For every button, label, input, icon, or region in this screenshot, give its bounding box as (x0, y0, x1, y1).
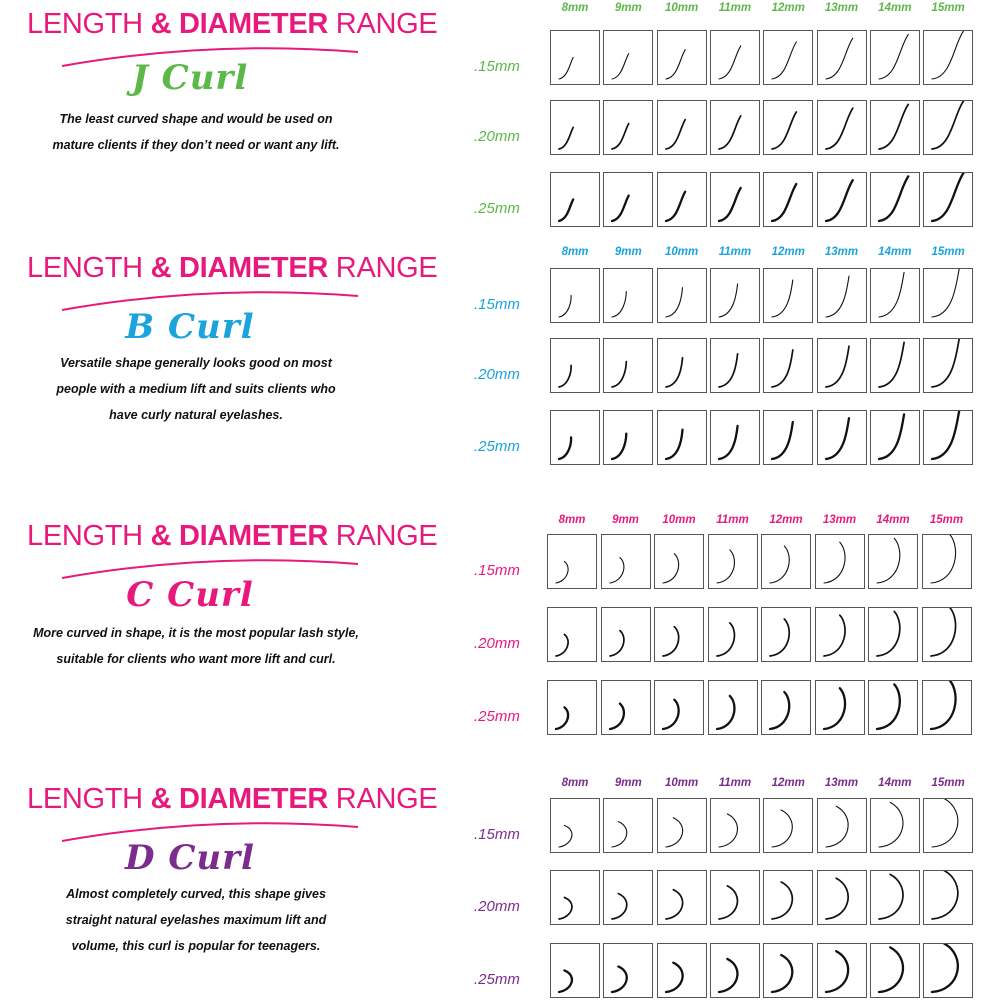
length-label: 11mm (718, 2, 752, 14)
length-label: 14mm (878, 777, 912, 789)
length-label: 8mm (561, 2, 589, 14)
length-label: 10mm (662, 514, 696, 526)
lash-icon (764, 101, 814, 156)
lash-cell (761, 607, 811, 662)
lash-cell (657, 100, 707, 155)
length-label: 10mm (664, 246, 699, 258)
section-heading: LENGTH & DIAMETER RANGE (27, 783, 438, 815)
lash-icon (764, 871, 814, 926)
section-heading: LENGTH & DIAMETER RANGE (27, 520, 438, 552)
lash-cell (657, 172, 707, 227)
lash-cell (550, 338, 600, 393)
lash-icon (871, 411, 921, 466)
lash-cell (710, 268, 760, 323)
lash-cell (817, 338, 867, 393)
lash-cell (547, 534, 597, 589)
lash-cell (603, 30, 653, 85)
lash-icon (658, 101, 708, 156)
lash-cell (870, 798, 920, 853)
lash-cell (815, 680, 865, 735)
length-label: 14mm (876, 514, 910, 526)
lash-cell (654, 680, 704, 735)
lash-icon (762, 608, 812, 663)
length-label: 12mm (771, 777, 805, 789)
length-label: 11mm (718, 777, 752, 789)
lash-cell (763, 410, 813, 465)
length-label: 15mm (929, 514, 964, 526)
length-label: 9mm (614, 777, 642, 789)
lash-cell (870, 943, 920, 998)
lash-icon (604, 269, 654, 324)
lash-cell (550, 410, 600, 465)
lash-cell (761, 534, 811, 589)
lash-icon (924, 944, 974, 999)
lash-cell (547, 607, 597, 662)
lash-cell (550, 172, 600, 227)
lash-cell (923, 338, 973, 393)
lash-cell (923, 268, 973, 323)
lash-icon (655, 681, 705, 736)
lash-cell (710, 30, 760, 85)
lash-icon (711, 101, 761, 156)
lash-cell (923, 172, 973, 227)
lash-icon (924, 799, 974, 854)
lash-icon (818, 871, 868, 926)
lash-icon (709, 535, 759, 590)
lash-cell (763, 870, 813, 925)
length-label: 11mm (718, 246, 752, 258)
lash-icon (604, 411, 654, 466)
lash-cell (710, 798, 760, 853)
lash-cell (868, 534, 918, 589)
lash-icon (711, 31, 761, 86)
length-label: 8mm (561, 246, 589, 258)
lash-cell (923, 870, 973, 925)
lash-icon (923, 608, 973, 663)
lash-cell (763, 268, 813, 323)
length-label: 14mm (878, 2, 912, 14)
lash-cell (550, 30, 600, 85)
lash-icon (871, 31, 921, 86)
lash-icon (709, 608, 759, 663)
lash-icon (711, 173, 761, 228)
lash-icon (551, 871, 601, 926)
lash-icon (818, 269, 868, 324)
lash-icon (869, 535, 919, 590)
lash-icon (924, 411, 974, 466)
lash-icon (711, 944, 761, 999)
lash-cell (601, 680, 651, 735)
lash-cell (763, 100, 813, 155)
lash-icon (604, 101, 654, 156)
length-label: 8mm (558, 514, 586, 526)
diameter-label: .20mm (474, 635, 520, 652)
lash-cell (922, 534, 972, 589)
lash-icon (602, 681, 652, 736)
lash-icon (604, 944, 654, 999)
lash-icon (869, 608, 919, 663)
lash-cell (710, 943, 760, 998)
diameter-label: .15mm (474, 296, 520, 313)
lash-icon (551, 411, 601, 466)
curl-description: Versatile shape generally looks good on most people with a medium lift and suits clients who have curly natural eyelashes. (56, 356, 336, 422)
lash-icon (604, 173, 654, 228)
lash-icon (711, 799, 761, 854)
lash-icon (762, 535, 812, 590)
lash-icon (871, 173, 921, 228)
length-label: 15mm (931, 777, 965, 789)
lash-cell (657, 30, 707, 85)
lash-icon (551, 173, 601, 228)
lash-cell (763, 798, 813, 853)
lash-icon (658, 799, 708, 854)
lash-cell (710, 870, 760, 925)
lash-icon (764, 799, 814, 854)
lash-cell (603, 943, 653, 998)
length-label: 15mm (931, 2, 965, 14)
diameter-label: .20mm (474, 898, 520, 915)
curl-description: More curved in shape, it is the most popular lash style, suitable for clients who want more lift and curl. (33, 626, 359, 666)
length-label: 12mm (769, 514, 803, 526)
lash-cell (923, 798, 973, 853)
diameter-label: .15mm (474, 562, 520, 579)
lash-icon (871, 269, 921, 324)
lash-cell (708, 607, 758, 662)
lash-cell (870, 268, 920, 323)
lash-cell (817, 172, 867, 227)
lash-icon (551, 339, 601, 394)
lash-icon (658, 871, 708, 926)
lash-cell (550, 100, 600, 155)
lash-cell (710, 410, 760, 465)
diameter-label: .15mm (474, 826, 520, 843)
lash-cell (603, 172, 653, 227)
lash-cell (657, 268, 707, 323)
lash-icon (818, 101, 868, 156)
lash-cell (870, 30, 920, 85)
lash-icon (924, 339, 974, 394)
lash-icon (924, 101, 974, 156)
lash-icon (604, 799, 654, 854)
curl-title: J Curl (131, 58, 249, 98)
lash-icon (658, 944, 708, 999)
lash-cell (657, 410, 707, 465)
length-label: 10mm (664, 777, 699, 789)
lash-icon (764, 944, 814, 999)
lash-cell (870, 410, 920, 465)
lash-icon (548, 608, 598, 663)
curl-title: B Curl (125, 307, 255, 347)
lash-cell (763, 338, 813, 393)
length-label: 12mm (771, 246, 805, 258)
lash-cell (922, 680, 972, 735)
length-label: 15mm (931, 246, 965, 258)
lash-cell (868, 680, 918, 735)
lash-icon (816, 535, 866, 590)
lash-icon (818, 411, 868, 466)
length-label: 9mm (614, 246, 642, 258)
lash-icon (818, 944, 868, 999)
lash-icon (924, 31, 974, 86)
lash-icon (924, 269, 974, 324)
length-label: 11mm (716, 514, 749, 526)
length-label: 13mm (824, 2, 859, 14)
lash-cell (710, 100, 760, 155)
length-label: 13mm (824, 777, 859, 789)
lash-icon (655, 535, 705, 590)
lash-cell (657, 943, 707, 998)
lash-icon (551, 799, 601, 854)
lash-cell (708, 680, 758, 735)
lash-icon (871, 101, 921, 156)
lash-icon (762, 681, 812, 736)
lash-icon (816, 608, 866, 663)
section-heading: LENGTH & DIAMETER RANGE (27, 252, 438, 284)
diameter-label: .15mm (474, 58, 520, 75)
lash-cell (817, 798, 867, 853)
lash-icon (711, 411, 761, 466)
lash-cell (870, 100, 920, 155)
curl-description: Almost completely curved, this shape gives straight natural eyelashes maximum lift and volume, this curl is popular for teenagers. (65, 887, 327, 953)
lash-cell (603, 338, 653, 393)
length-label: 8mm (561, 777, 589, 789)
lash-cell (870, 338, 920, 393)
lash-icon (816, 681, 866, 736)
lash-cell (763, 172, 813, 227)
lash-cell (923, 30, 973, 85)
length-label: 9mm (612, 514, 639, 526)
diameter-label: .20mm (474, 128, 520, 145)
lash-cell (601, 607, 651, 662)
lash-cell (601, 534, 651, 589)
lash-icon (818, 173, 868, 228)
lash-cell (817, 30, 867, 85)
lash-cell (763, 943, 813, 998)
lash-cell (761, 680, 811, 735)
lash-icon (604, 31, 654, 86)
lash-icon (869, 681, 919, 736)
lash-icon (871, 944, 921, 999)
lash-cell (603, 870, 653, 925)
lash-cell (547, 680, 597, 735)
lash-cell (603, 100, 653, 155)
lash-icon (604, 339, 654, 394)
lash-icon (658, 173, 708, 228)
curl-description: The least curved shape and would be used on mature clients if they don’t need or want any lift. (52, 112, 340, 152)
lash-cell (550, 870, 600, 925)
lash-cell (657, 870, 707, 925)
lash-cell (603, 798, 653, 853)
lash-icon (658, 411, 708, 466)
lash-icon (923, 535, 973, 590)
lash-icon (551, 944, 601, 999)
lash-icon (764, 269, 814, 324)
lash-cell (657, 798, 707, 853)
lash-cell (550, 268, 600, 323)
lash-icon (658, 339, 708, 394)
lash-cell (550, 943, 600, 998)
diameter-label: .25mm (474, 200, 520, 217)
lash-icon (658, 269, 708, 324)
lash-icon (711, 339, 761, 394)
lash-icon (871, 339, 921, 394)
lash-cell (817, 268, 867, 323)
lash-cell (817, 410, 867, 465)
lash-cell (870, 870, 920, 925)
lash-cell (654, 534, 704, 589)
diameter-label: .20mm (474, 366, 520, 383)
diameter-label: .25mm (474, 708, 520, 725)
length-label: 13mm (824, 246, 859, 258)
lash-icon (924, 173, 974, 228)
lash-cell (710, 172, 760, 227)
lash-cell (868, 607, 918, 662)
lash-icon (871, 799, 921, 854)
lash-cell (817, 943, 867, 998)
lash-cell (923, 100, 973, 155)
lash-cell (763, 30, 813, 85)
lash-cell (923, 943, 973, 998)
lash-cell (710, 338, 760, 393)
lash-icon (551, 31, 601, 86)
lash-icon (551, 269, 601, 324)
curl-title: D Curl (125, 838, 255, 878)
lash-icon (818, 799, 868, 854)
lash-icon (818, 31, 868, 86)
section-heading: LENGTH & DIAMETER RANGE (27, 8, 438, 40)
lash-cell (603, 268, 653, 323)
length-label: 9mm (614, 2, 642, 14)
lash-cell (603, 410, 653, 465)
length-label: 14mm (878, 246, 912, 258)
diameter-label: .25mm (474, 438, 520, 455)
lash-cell (815, 534, 865, 589)
lash-icon (602, 608, 652, 663)
lash-icon (764, 339, 814, 394)
lash-icon (764, 31, 814, 86)
curl-title: C Curl (126, 575, 254, 615)
diameter-label: .25mm (474, 971, 520, 988)
lash-icon (924, 871, 974, 926)
lash-cell (923, 410, 973, 465)
lash-icon (548, 681, 598, 736)
lash-icon (711, 269, 761, 324)
lash-icon (871, 871, 921, 926)
lash-cell (708, 534, 758, 589)
length-label: 10mm (664, 2, 699, 14)
lash-icon (709, 681, 759, 736)
lash-icon (818, 339, 868, 394)
lash-cell (817, 870, 867, 925)
lash-icon (655, 608, 705, 663)
lash-icon (602, 535, 652, 590)
lash-cell (817, 100, 867, 155)
lash-icon (548, 535, 598, 590)
lash-cell (550, 798, 600, 853)
lash-icon (923, 681, 973, 736)
lash-cell (815, 607, 865, 662)
lash-icon (711, 871, 761, 926)
lash-cell (922, 607, 972, 662)
lash-icon (551, 101, 601, 156)
length-label: 13mm (822, 514, 857, 526)
lash-cell (870, 172, 920, 227)
lash-icon (604, 871, 654, 926)
lash-cell (654, 607, 704, 662)
lash-cell (657, 338, 707, 393)
lash-icon (764, 173, 814, 228)
lash-icon (658, 31, 708, 86)
length-label: 12mm (771, 2, 805, 14)
lash-icon (764, 411, 814, 466)
